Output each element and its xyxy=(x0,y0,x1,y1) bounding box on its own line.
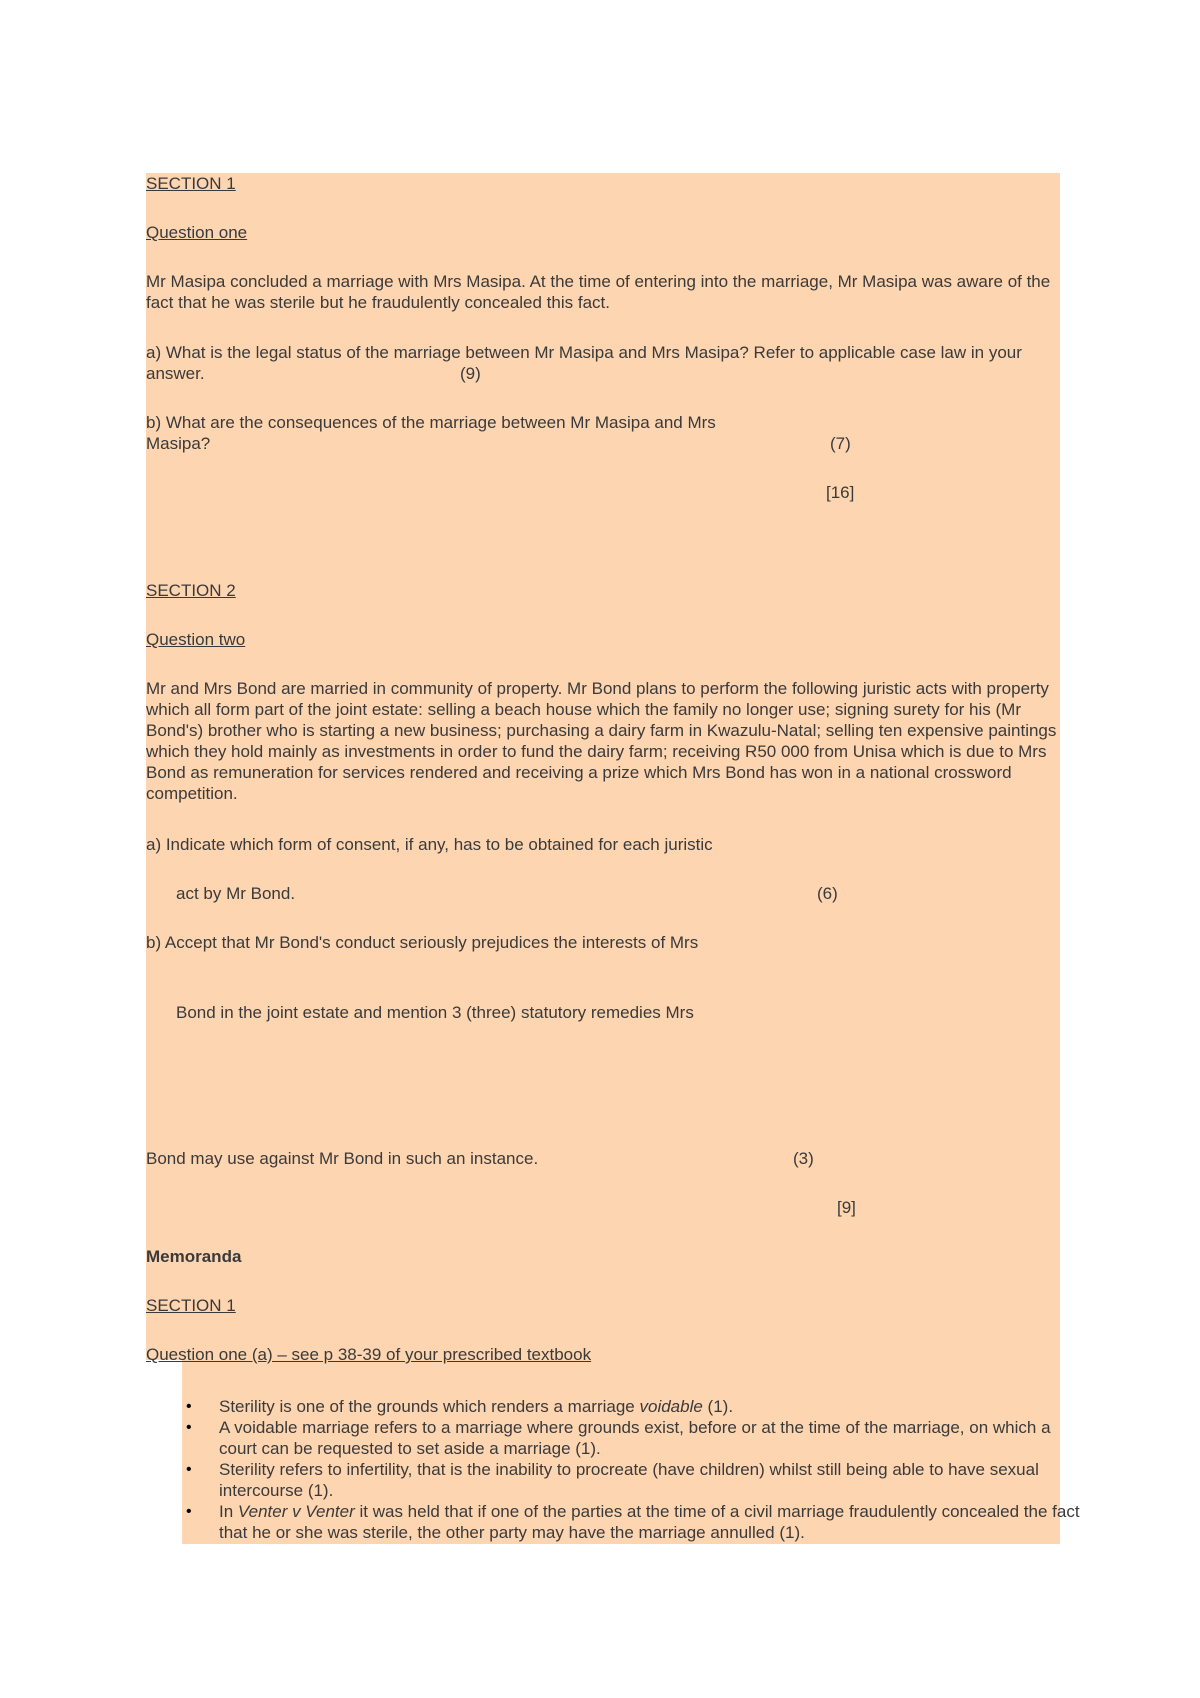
question-one-b-line2: Masipa? xyxy=(146,434,211,453)
question-two-a-line1: a) Indicate which form of consent, if any, has to be obtained for each juristic xyxy=(146,835,713,854)
question-two-b-line3: Bond may use against Mr Bond in such an instance. xyxy=(146,1149,539,1168)
list-item: • Sterility is one of the grounds which renders a marriage voidable (1). xyxy=(219,1396,1087,1417)
question-two-total: [9] xyxy=(837,1198,856,1217)
question-one-a-text: a) What is the legal status of the marriage between Mr Masipa and Mrs Masipa? Refer to applicable case law in your answer. xyxy=(146,343,1022,383)
list-item: • In Venter v Venter it was held that if one of the parties at the time of a civil marriage fraudulently concealed the fact that he or she was sterile, the other party may have the marriage annulled (1). xyxy=(219,1501,1087,1543)
question-two-intro: Mr and Mrs Bond are married in community of property. Mr Bond plans to perform the following juristic acts with property which all form part of the joint estate: selling a beach house which the family no longer use; signing surety for his (Mr Bond's) brother who is starting a new business; purchasing a dairy farm in Kwazulu-Natal; selling ten expensive paintings which they hold mainly as investments in order to fund the dairy farm; receiving R50 000 from Unisa which is due to Mrs Bond as remuneration for services rendered and receiving a prize which Mrs Bond has won in a national crossword competition. xyxy=(146,679,1057,803)
question-one-intro: Mr Masipa concluded a marriage with Mrs Masipa. At the time of entering into the marriage, Mr Masipa was aware of the fact that he was sterile but he fraudulently concealed this fact. xyxy=(146,272,1051,312)
question-one-a-marks: (9) xyxy=(460,364,481,383)
question-two-b-line1: b) Accept that Mr Bond's conduct seriously prejudices the interests of Mrs xyxy=(146,933,699,952)
question-one-total: [16] xyxy=(826,483,855,502)
question-two-a-line2: act by Mr Bond. xyxy=(176,884,296,903)
memoranda-question-heading: Question one (a) – see p 38-39 of your prescribed textbook xyxy=(146,1345,592,1364)
question-one-b-line1: b) What are the consequences of the marriage between Mr Masipa and Mrs xyxy=(146,413,716,432)
memoranda-bullet-list xyxy=(182,1396,1087,1543)
section-1-heading: SECTION 1 xyxy=(146,174,236,193)
question-two-a-marks: (6) xyxy=(817,884,838,903)
list-item: • Sterility refers to infertility, that is the inability to procreate (have children) whilst still being able to have sexual intercourse (1). xyxy=(219,1459,1087,1501)
list-item: • A voidable marriage refers to a marriage where grounds exist, before or at the time of the marriage, on which a court can be requested to set aside a marriage (1). xyxy=(219,1417,1087,1459)
question-two-b-marks: (3) xyxy=(793,1149,814,1168)
question-one-b-marks: (7) xyxy=(830,434,851,453)
question-one-a xyxy=(146,342,1061,384)
question-two-b-line2: Bond in the joint estate and mention 3 (three) statutory remedies Mrs xyxy=(176,1003,694,1022)
memoranda-heading: Memoranda xyxy=(146,1247,242,1266)
section-2-heading: SECTION 2 xyxy=(146,581,236,600)
question-two-heading: Question two xyxy=(146,630,246,649)
question-one-heading: Question one xyxy=(146,223,248,242)
memoranda-section-1-heading: SECTION 1 xyxy=(146,1296,236,1315)
